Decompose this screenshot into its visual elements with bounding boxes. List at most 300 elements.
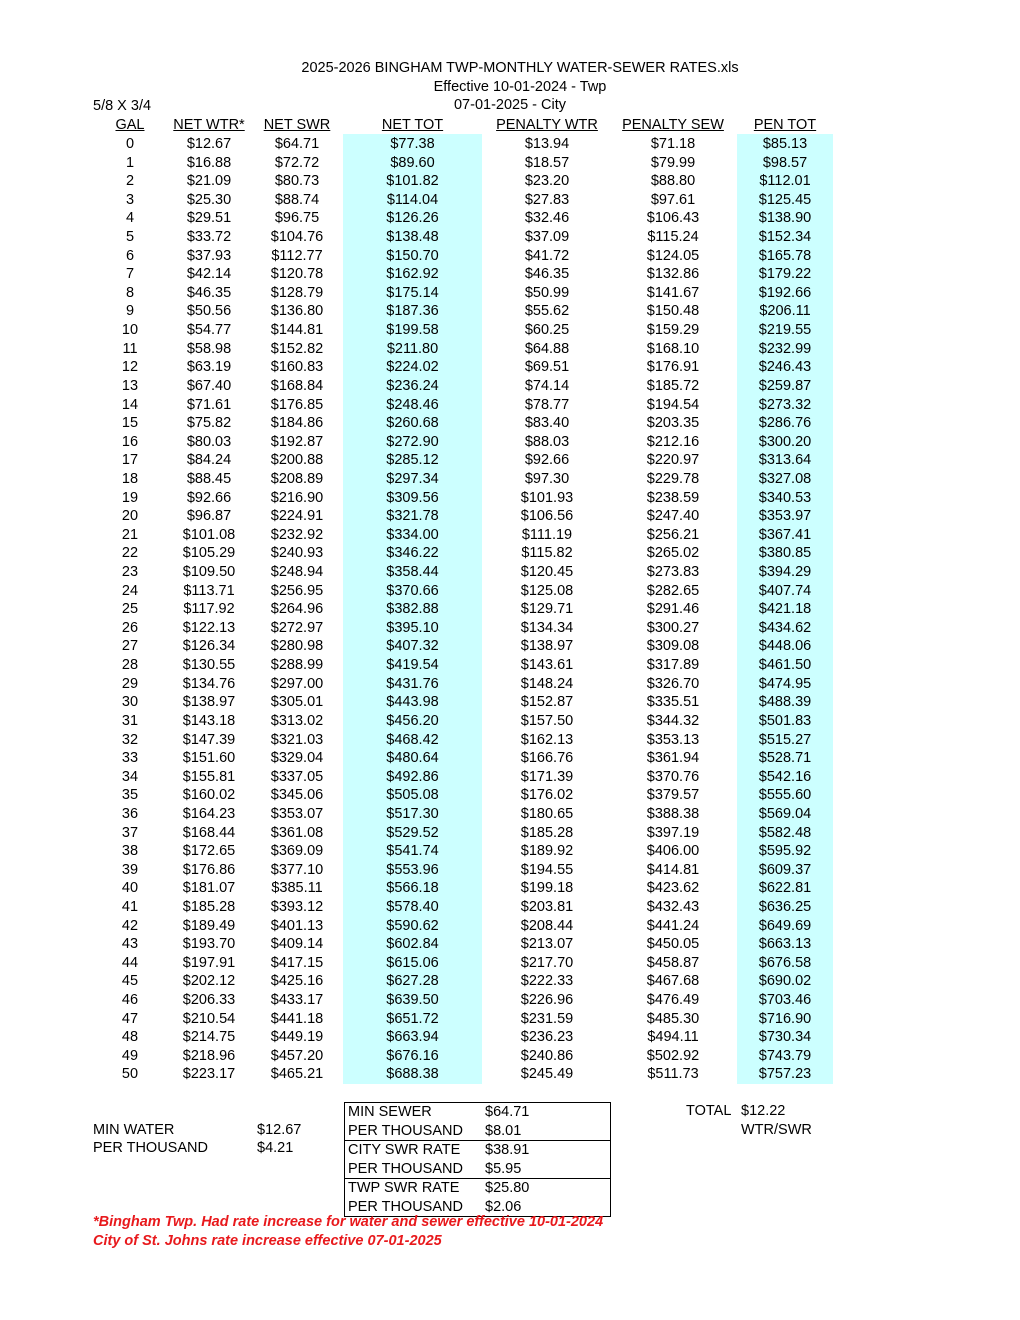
net-water-cell: $193.70 [182,936,236,953]
net-water-cell: $181.07 [182,880,236,897]
net-water-cell: $197.91 [182,954,236,971]
gal-cell: 48 [121,1029,139,1046]
net-water-cell: $50.56 [186,303,232,320]
penalty-water-cell: $245.49 [520,1066,574,1083]
penalty-sewer-cell: $124.05 [646,247,700,264]
gal-cell: 3 [125,191,135,208]
twp-sewer-rate-label: TWP SWR RATE [348,1180,460,1196]
penalty-water-cell: $189.92 [520,843,574,860]
net-water-cell: $176.86 [182,861,236,878]
table-row [0,954,1020,973]
penalty-total-cell: $286.76 [758,415,812,432]
net-sewer-cell: $433.17 [270,992,324,1009]
penalty-water-cell: $106.56 [520,508,574,525]
penalty-sewer-cell: $344.32 [646,712,700,729]
table-row [0,879,1020,898]
gal-cell: 39 [121,861,139,878]
gal-cell: 36 [121,805,139,822]
net-water-cell: $210.54 [182,1010,236,1027]
net-water-cell: $88.45 [186,470,232,487]
penalty-total-cell: $394.29 [758,564,812,581]
net-total-cell: $431.76 [386,675,439,692]
sewer-per-thousand-label: PER THOUSAND [348,1122,463,1139]
penalty-sewer-cell: $150.48 [646,303,700,320]
penalty-total-cell: $98.57 [762,154,808,171]
net-total-cell: $309.56 [386,489,439,506]
net-sewer-cell: $88.74 [274,191,320,208]
penalty-water-cell: $194.55 [520,861,574,878]
gal-cell: 49 [121,1047,139,1064]
gal-cell: 21 [121,526,139,543]
penalty-total-cell: $192.66 [758,284,812,301]
effective-date-city: 07-01-2025 - City [453,97,567,113]
net-total-cell: $358.44 [386,564,439,581]
table-row [0,451,1020,470]
table-row [0,749,1020,768]
penalty-sewer-cell: $291.46 [646,601,700,618]
net-total-cell: $150.70 [386,247,439,264]
penalty-water-cell: $18.57 [524,154,570,171]
gal-cell: 28 [121,657,139,674]
penalty-sewer-cell: $141.67 [646,284,700,301]
penalty-sewer-cell: $194.54 [646,396,700,413]
water-per-thousand-value: $4.21 [257,1140,294,1156]
penalty-total-cell: $246.43 [758,359,812,376]
penalty-water-cell: $23.20 [524,173,570,190]
net-water-cell: $206.33 [182,992,236,1009]
net-total-cell: $162.92 [386,266,439,283]
penalty-total-cell: $743.79 [758,1047,812,1064]
penalty-total-cell: $138.90 [758,210,812,227]
penalty-water-cell: $120.45 [520,564,574,581]
net-water-cell: $42.14 [186,266,232,283]
penalty-total-cell: $407.74 [758,582,812,599]
net-total-cell: $382.88 [386,601,439,618]
penalty-water-cell: $157.50 [520,712,574,729]
table-row [0,824,1020,843]
table-row [0,619,1020,638]
table-row [0,507,1020,526]
net-sewer-cell: $313.02 [270,712,324,729]
net-total-cell: $590.62 [386,917,439,934]
city-per-thousand-value: $5.95 [485,1160,522,1177]
net-total-cell: $468.42 [386,731,439,748]
penalty-total-cell: $421.18 [758,601,812,618]
gal-cell: 19 [121,489,139,506]
table-row [0,209,1020,228]
penalty-sewer-cell: $176.91 [646,359,700,376]
net-total-cell: $456.20 [386,712,439,729]
net-water-cell: $21.09 [186,173,232,190]
penalty-sewer-cell: $229.78 [646,470,700,487]
penalty-water-cell: $129.71 [520,601,574,618]
net-sewer-cell: $377.10 [270,861,324,878]
table-row [0,637,1020,656]
penalty-water-cell: $37.09 [524,229,570,246]
penalty-water-cell: $74.14 [524,377,570,394]
penalty-total-cell: $649.69 [758,917,812,934]
table-row [0,1010,1020,1029]
penalty-water-cell: $83.40 [524,415,570,432]
penalty-water-cell: $13.94 [524,136,570,152]
net-water-cell: $75.82 [186,415,232,432]
net-sewer-cell: $409.14 [270,936,324,953]
net-total-cell: $370.66 [386,582,439,599]
penalty-total-cell: $474.95 [758,675,812,692]
penalty-sewer-cell: $132.86 [646,266,700,283]
penalty-sewer-cell: $379.57 [646,787,700,804]
net-water-cell: $151.60 [182,750,236,767]
net-total-cell: $211.80 [386,340,439,357]
net-total-cell: $505.08 [386,787,439,804]
note-bingham-twp: *Bingham Twp. Had rate increase for water and sewer effective 10-01-2024 [93,1214,604,1230]
effective-date-twp: Effective 10-01-2024 - Twp [433,79,607,95]
table-row [0,191,1020,210]
net-total-cell: $138.48 [386,229,439,246]
penalty-water-cell: $213.07 [520,936,574,953]
net-sewer-cell: $104.76 [270,229,324,246]
penalty-sewer-cell: $256.21 [646,526,700,543]
gal-cell: 15 [121,415,139,432]
table-row [0,656,1020,675]
net-sewer-cell: $345.06 [270,787,324,804]
net-sewer-cell: $112.77 [271,247,323,264]
net-water-cell: $172.65 [182,843,236,860]
penalty-total-cell: $112.01 [759,173,811,190]
gal-cell: 44 [121,954,139,971]
gal-cell: 10 [121,322,139,339]
penalty-sewer-cell: $388.38 [646,805,700,822]
penalty-water-cell: $166.76 [520,750,574,767]
penalty-total-cell: $434.62 [758,619,812,636]
column-header-penalty-total: PEN TOT [753,117,817,133]
table-row [0,228,1020,247]
penalty-total-cell: $353.97 [758,508,812,525]
table-row [0,731,1020,750]
net-sewer-cell: $176.85 [270,396,324,413]
min-water-label: MIN WATER [93,1122,175,1138]
penalty-water-cell: $162.13 [520,731,574,748]
net-sewer-cell: $361.08 [270,824,324,841]
column-header-net-water: NET WTR* [173,117,245,133]
table-row [0,861,1020,880]
penalty-sewer-cell: $238.59 [646,489,700,506]
penalty-sewer-cell: $406.00 [646,843,700,860]
twp-per-thousand-value: $2.06 [485,1198,522,1215]
table-row [0,321,1020,340]
penalty-sewer-cell: $273.83 [646,564,700,581]
penalty-sewer-cell: $106.43 [646,210,700,227]
penalty-water-cell: $226.96 [520,992,574,1009]
table-row [0,768,1020,787]
net-water-cell: $33.72 [186,229,232,246]
penalty-total-cell: $542.16 [758,768,812,785]
penalty-sewer-cell: $115.24 [647,229,699,246]
penalty-water-cell: $240.86 [520,1047,574,1064]
net-sewer-cell: $144.81 [270,322,324,339]
table-row [0,414,1020,433]
net-total-cell: $602.84 [386,936,439,953]
net-water-cell: $92.66 [186,489,232,506]
net-total-cell: $175.14 [386,284,439,301]
net-total-cell: $199.58 [386,322,439,339]
penalty-total-cell: $327.08 [758,470,812,487]
rate-table-body [0,135,1020,1084]
gal-cell: 4 [125,210,135,227]
penalty-total-cell: $179.22 [758,266,812,283]
net-total-cell: $321.78 [386,508,439,525]
net-sewer-cell: $248.94 [270,564,324,581]
penalty-sewer-cell: $300.27 [646,619,700,636]
net-water-cell: $138.97 [182,694,236,711]
penalty-water-cell: $50.99 [524,284,570,301]
net-total-cell: $89.60 [390,154,435,171]
table-row [0,489,1020,508]
total-value: $12.22 [741,1103,786,1119]
net-total-cell: $395.10 [386,619,439,636]
table-row [0,247,1020,266]
gal-cell: 32 [121,731,139,748]
penalty-water-cell: $208.44 [520,917,574,934]
net-sewer-cell: $401.13 [270,917,324,934]
table-row [0,600,1020,619]
net-sewer-cell: $160.83 [270,359,324,376]
table-row [0,786,1020,805]
gal-cell: 9 [125,303,135,320]
table-row [0,544,1020,563]
penalty-water-cell: $180.65 [520,805,574,822]
net-sewer-cell: $256.95 [270,582,324,599]
net-total-cell: $114.04 [386,191,439,208]
penalty-total-cell: $152.34 [758,229,812,246]
net-water-cell: $113.71 [183,582,235,599]
penalty-water-cell: $60.25 [524,322,570,339]
twp-per-thousand-label: PER THOUSAND [348,1198,463,1215]
net-water-cell: $147.39 [182,731,236,748]
penalty-sewer-cell: $282.65 [646,582,700,599]
penalty-water-cell: $148.24 [520,675,574,692]
net-total-cell: $578.40 [386,898,439,915]
penalty-water-cell: $111.19 [521,526,573,543]
city-per-thousand-label: PER THOUSAND [348,1160,463,1177]
penalty-water-cell: $203.81 [520,898,574,915]
table-row [0,340,1020,359]
gal-cell: 22 [121,545,139,562]
gal-cell: 11 [122,340,138,357]
net-total-cell: $272.90 [386,433,439,450]
net-water-cell: $63.19 [186,359,232,376]
penalty-total-cell: $461.50 [758,657,812,674]
table-row [0,1028,1020,1047]
penalty-sewer-cell: $247.40 [646,508,700,525]
penalty-sewer-cell: $185.72 [646,377,700,394]
net-total-cell: $639.50 [386,992,439,1009]
net-total-cell: $553.96 [386,861,439,878]
table-row [0,898,1020,917]
net-water-cell: $105.29 [182,545,236,562]
penalty-sewer-cell: $361.94 [646,750,700,767]
net-sewer-cell: $297.00 [270,675,324,692]
penalty-water-cell: $222.33 [520,973,574,990]
table-row [0,396,1020,415]
penalty-total-cell: $219.55 [758,322,812,339]
net-sewer-cell: $264.96 [270,601,324,618]
penalty-total-cell: $582.48 [758,824,812,841]
penalty-sewer-cell: $317.89 [646,657,700,674]
penalty-sewer-cell: $476.49 [646,992,700,1009]
net-total-cell: $187.36 [386,303,439,320]
gal-cell: 45 [121,973,139,990]
net-total-cell: $443.98 [386,694,439,711]
net-sewer-cell: $465.21 [270,1066,324,1083]
penalty-total-cell: $703.46 [758,992,812,1009]
penalty-total-cell: $528.71 [758,750,812,767]
net-water-cell: $37.93 [186,247,232,264]
net-water-cell: $164.23 [182,805,236,822]
penalty-total-cell: $595.92 [758,843,812,860]
table-row [0,358,1020,377]
net-total-cell: $615.06 [386,954,439,971]
column-header-net-sewer: NET SWR [263,117,331,133]
net-sewer-cell: $232.92 [270,526,324,543]
net-sewer-cell: $369.09 [270,843,324,860]
penalty-total-cell: $757.23 [758,1066,812,1083]
penalty-sewer-cell: $309.08 [646,638,700,655]
net-water-cell: $117.92 [183,601,235,618]
penalty-sewer-cell: $220.97 [646,452,700,469]
gal-cell: 5 [125,229,135,246]
net-water-cell: $122.13 [182,619,236,636]
net-sewer-cell: $192.87 [270,433,324,450]
net-sewer-cell: $168.84 [270,377,324,394]
table-row [0,526,1020,545]
table-row [0,135,1020,154]
penalty-sewer-cell: $79.99 [650,154,696,171]
penalty-water-cell: $46.35 [524,266,570,283]
penalty-water-cell: $64.88 [524,340,570,357]
net-water-cell: $185.28 [182,898,236,915]
penalty-water-cell: $101.93 [520,489,574,506]
penalty-sewer-cell: $485.30 [646,1010,700,1027]
gal-cell: 6 [125,247,135,264]
net-water-cell: $130.55 [182,657,236,674]
gal-cell: 40 [121,880,139,897]
penalty-sewer-cell: $458.87 [646,954,700,971]
penalty-total-cell: $730.34 [758,1029,812,1046]
net-water-cell: $214.75 [182,1029,236,1046]
penalty-sewer-cell: $432.43 [646,898,700,915]
net-total-cell: $297.34 [386,470,439,487]
penalty-total-cell: $380.85 [758,545,812,562]
penalty-water-cell: $125.08 [520,582,574,599]
penalty-water-cell: $55.62 [524,303,570,320]
sewer-min-group [345,1103,610,1141]
penalty-sewer-cell: $353.13 [646,731,700,748]
gal-cell: 7 [125,266,135,283]
penalty-sewer-cell: $97.61 [650,191,696,208]
penalty-water-cell: $27.83 [524,191,570,208]
min-sewer-label: MIN SEWER [348,1104,432,1120]
net-water-cell: $84.24 [186,452,232,469]
table-row [0,154,1020,173]
penalty-sewer-cell: $335.51 [646,694,700,711]
net-sewer-cell: $208.89 [270,470,324,487]
net-sewer-cell: $152.82 [270,340,324,357]
penalty-total-cell: $716.90 [758,1010,812,1027]
document-title: 2025-2026 BINGHAM TWP-MONTHLY WATER-SEWER RATES.xls [301,60,739,76]
gal-cell: 35 [121,787,139,804]
net-total-cell: $285.12 [386,452,439,469]
net-water-cell: $58.98 [186,340,232,357]
penalty-water-cell: $41.72 [524,247,570,264]
table-row [0,972,1020,991]
penalty-total-cell: $609.37 [758,861,812,878]
net-sewer-cell: $200.88 [270,452,324,469]
net-water-cell: $218.96 [182,1047,236,1064]
net-water-cell: $16.88 [186,154,232,171]
gal-cell: 13 [121,377,139,394]
penalty-total-cell: $165.78 [758,247,812,264]
gal-cell: 41 [121,898,139,915]
net-water-cell: $25.30 [186,191,232,208]
penalty-total-cell: $569.04 [758,805,812,822]
net-total-cell: $517.30 [386,805,439,822]
penalty-sewer-cell: $168.10 [646,340,700,357]
penalty-sewer-cell: $494.11 [647,1029,699,1046]
net-total-cell: $566.18 [386,880,439,897]
gal-cell: 38 [121,843,139,860]
penalty-sewer-cell: $502.92 [646,1047,700,1064]
gal-cell: 47 [121,1010,139,1027]
table-row [0,284,1020,303]
net-water-cell: $168.44 [182,824,236,841]
net-total-cell: $248.46 [386,396,439,413]
penalty-total-cell: $206.11 [759,303,811,320]
net-water-cell: $109.50 [182,564,236,581]
penalty-total-cell: $313.64 [758,452,812,469]
net-total-cell: $676.16 [386,1047,439,1064]
column-header-penalty-water: PENALTY WTR [496,117,598,133]
net-total-cell: $77.38 [390,136,435,152]
penalty-water-cell: $185.28 [520,824,574,841]
gal-cell: 29 [121,675,139,692]
table-row [0,582,1020,601]
table-row [0,712,1020,731]
gal-cell: 42 [121,917,139,934]
net-total-cell: $334.00 [386,526,439,543]
gal-cell: 26 [121,619,139,636]
net-sewer-cell: $216.90 [270,489,324,506]
sewer-per-thousand-value: $8.01 [485,1122,522,1139]
table-row [0,470,1020,489]
net-total-cell: $529.52 [386,824,439,841]
table-row [0,302,1020,321]
net-sewer-cell: $441.18 [270,1010,324,1027]
net-total-cell: $101.82 [386,173,439,190]
penalty-water-cell: $78.77 [524,396,570,413]
net-water-cell: $189.49 [182,917,236,934]
column-header-net-total: NET TOT [381,117,444,133]
net-water-cell: $67.40 [186,377,232,394]
penalty-total-cell: $663.13 [758,936,812,953]
gal-cell: 14 [121,396,139,413]
table-row [0,563,1020,582]
city-sewer-rate-value: $38.91 [485,1142,530,1158]
water-per-thousand-label: PER THOUSAND [93,1140,208,1156]
penalty-total-cell: $259.87 [758,377,812,394]
net-total-cell: $260.68 [386,415,439,432]
table-row [0,172,1020,191]
